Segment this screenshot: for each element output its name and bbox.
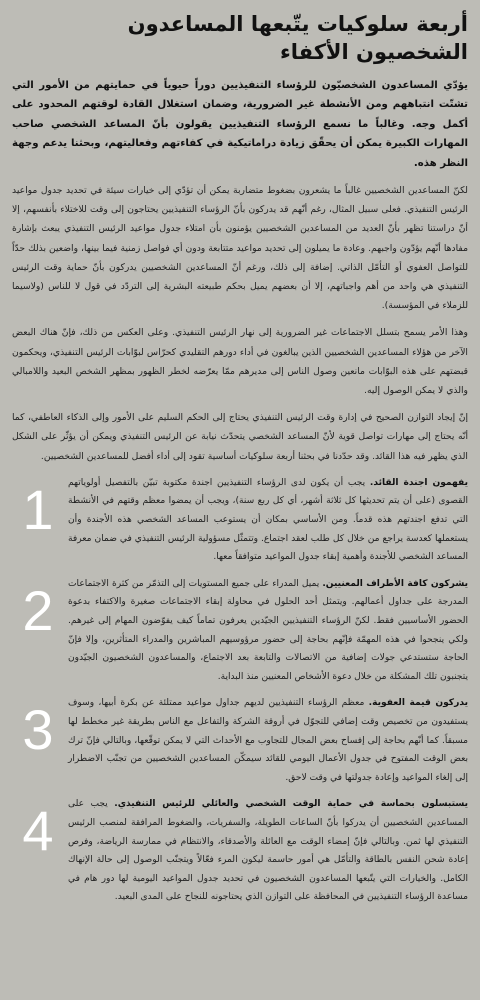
behavior-body: يميل المدراء على جميع المستويات إلى التذمّر من كثرة الاجتماعات المدرجة على جداول أعمالهم. ويتمثل أحد الحلول في محاولة إبقاء الاجتماعات صغيرة والاكتفاء بدعوة الحضور الأساسيين فقط. لكنّ الرؤساء التنفيذيين الجيّدين يعرفون تماماً كيف يفوّضون المهام إلى غيرهم. ولكي ينجحوا في هذه المهمّة فإنّهم بحاجة إلى حضور مرؤوسيهم المباشرين والمدراء المتأثرين، وإلا فإنّ الحاجة ستستدعي جولات إضافية من الاتصالات والتابعة بعد الاجتماع، والمساعدون الشخصيون الجيّدون يتجنبون تلك المشكلة من خلال دعوة الأشخاص المعنيين منذ البداية. xyxy=(68,578,468,682)
behavior-body: يجب أن يكون لدى الرؤساء التنفيذيين اجندة مكتوبة تبيّن بالتفصيل أولوياتهم القصوى (على أن يتم تحديثها كل ثلاثة أشهر، أي كل ربع سنة)، ويجب أن يمضوا معظم وقتهم في الأنشطة التي تدفع اجندتهم هذه قدماً. ومن الأساسي بمكان أن يستوعب المساعد الشخصي هذه الأجندة وأن يستعملها كعدسة يراجع من خلال كل طلب لعقد اجتماع. وتتمثّل مسؤولية الرئيس التنفيذي في ضمان معرفة المساعد الشخصي للأجندة وأهمية إبقاء جدول المواعيد متوافقاً معها. xyxy=(68,477,468,563)
article-lead: يؤدّي المساعدون الشخصيّون للرؤساء التنفيذيين دوراً حيوياً في حمايتهم من الأمور التي تشتّت انتباههم ومن الأنشطة غير الضرورية، وضمان استغلال القادة لوقتهم المحدود على أكمل وجه. وغالباً ما نسمع الرؤساء التنفيذيين يقولون بأنّ المساعد الشخصي صاحب المهارات الكبيرة يمكن أن يحقّق زيادة دراماتيكية في كفاءتهم وفعاليتهم، وبحثنا يدعم وجهة النظر هذه. xyxy=(12,80,468,169)
behavior-number: 1 xyxy=(22,477,54,541)
behavior-text xyxy=(68,575,468,687)
body-paragraph: وهذا الأمر يسمح بتسلل الاجتماعات غير الضرورية إلى نهار الرئيس التنفيذي. وعلى العكس من ذلك، فإنّ هناك البعض الآخر من هؤلاء المساعدين الشخصيين الذين يبالغون في أداء دورهم التقليدي كحرّاس لبوّابات الرئيس التنفيذي، ويحكمون قبضتهم على هذه البوّابات مانعين وصول الناس إلى مديرهم ممّا يعرّضه لخطر الظهور بمظهر الشخص البعيد واللامبالي والذي لا يمكن الوصول إليه. xyxy=(12,327,468,397)
article-title: أربعة سلوكيات يتّبعها المساعدون الشخصيون الأكفاء xyxy=(127,12,468,64)
behavior-number: 4 xyxy=(22,799,54,863)
behavior-heading: يدركون قيمة العفوية. xyxy=(368,698,468,709)
behavior-item xyxy=(8,575,472,687)
behaviors-list xyxy=(8,474,472,907)
behavior-text xyxy=(68,795,468,907)
behavior-number: 2 xyxy=(22,578,54,642)
body-paragraph: لكنّ المساعدين الشخصيين غالباً ما يشعرون بضغوط متضاربة يمكن أن تؤدّي إلى خيارات سيئة في تحديد جدول مواعيد الرئيس التنفيذي. فعلى سبيل المثال، رغم أنّهم قد يدركون بأنّ الرؤساء التنفيذيين يحتاجون إلى وقت للاختلاء بأنفسهم، إلا أنّ دراستنا تظهر بأنّ العديد من المساعدين الشخصيين يؤمنون بأن امتلاء جدول مواعيد الرئيس التنفيذي يبعث بإشارة مفادها أنّهم يؤدّون واجبهم. وعادة ما يميلون إلى تحديد مواعيد متتابعة ودون أي فواصل زمنية فيما بينها، واضعين بذلك حدّاً للتواصل العفوي أو التأمّل الذاتي. إضافة إلى ذلك، ورغم أنّ المساعدين الشخصيين يدركون بأنّ حماية وقت الرئيس التنفيذي هي واحد من أهم واجباتهم، إلا أن بعضهم يميل بحكم طبيعته البشرية إلى التردّد في قول لا للناس (ولاسيما للزملاء في المؤسسة). xyxy=(12,185,468,312)
behavior-heading: يشركون كافة الأطراف المعنيين. xyxy=(322,578,468,589)
behavior-heading: يستبسلون بحماسة في حماية الوقت الشخصي والعائلي للرئيس التنفيذي. xyxy=(114,799,468,810)
behavior-text xyxy=(68,694,468,787)
behavior-text xyxy=(68,474,468,567)
behavior-heading: يفهمون اجندة القائد. xyxy=(369,477,468,488)
behavior-item xyxy=(8,795,472,907)
behavior-item xyxy=(8,694,472,787)
behavior-number: 3 xyxy=(22,698,54,762)
behavior-item xyxy=(8,474,472,567)
behavior-body: يجب على المساعدين الشخصيين أن يدركوا بأنّ الساعات الطويلة، والسفريات، والضغوط المرافقة لمنصب الرئيس التنفيذي لها ثمن. وبالتالي فإنّ إمضاء الوقت مع العائلة والأصدقاء، والانتظام في ممارسة الرياضة، وفرص إعادة شحن النفس بالطاقة والتأمّل هي أمور حاسمة ليكون المرء فعّالاً ويتجنّب الوصول إلى حالة الإنهاك الكامل. والخيارات التي يتّبعها المساعدون الشخصيون في تحديد جدول المواعيد اليومية لها دور هام في مساعدة الرؤساء التنفيذيين في المحافظة على التوازن الذي يحتاجونه للنجاح على المدى البعيد. xyxy=(68,799,468,903)
behavior-body: معظم الرؤساء التنفيذيين لديهم جداول مواعيد ممتلئة عن بكرة أبيها، وسوف يستفيدون من تخصيص وقت إضافي للتجوّل في أروقة الشركة والتفاعل مع الناس بطريقة غير مخطط لها مسبقاً. كما أنّهم بحاجة إلى إفساح بعض المجال للتجاوب مع الأحداث التي لا يمكن توقّعها، وبالتالي فإنّ ترك بعض الوقت المفتوح في جدول الأعمال اليومي للقائد سيمكّن المساعدين الشخصيين من تجنّب الاضطرار إلى إلغاء المواعيد وإعادة جدولتها في وقت لاحق. xyxy=(68,698,468,783)
body-paragraph: إنّ إيجاد التوازن الصحيح في إدارة وقت الرئيس التنفيذي يحتاج إلى الحكم السليم على الأمور وإلى الذكاء العاطفي، كما أنّه يحتاج إلى مهارات تواصل قوية لأنّ المساعد الشخصي يتحدّث نيابة عن الرئيس التنفيذي ويمكن أن يؤثّر على الشكل الذي يظهر فيه هذا القائد. وقد حدّدنا في بحثنا أربعة سلوكيات أساسية تقود إلى أداء أفضل للمساعدين الشخصيين. xyxy=(12,412,468,462)
